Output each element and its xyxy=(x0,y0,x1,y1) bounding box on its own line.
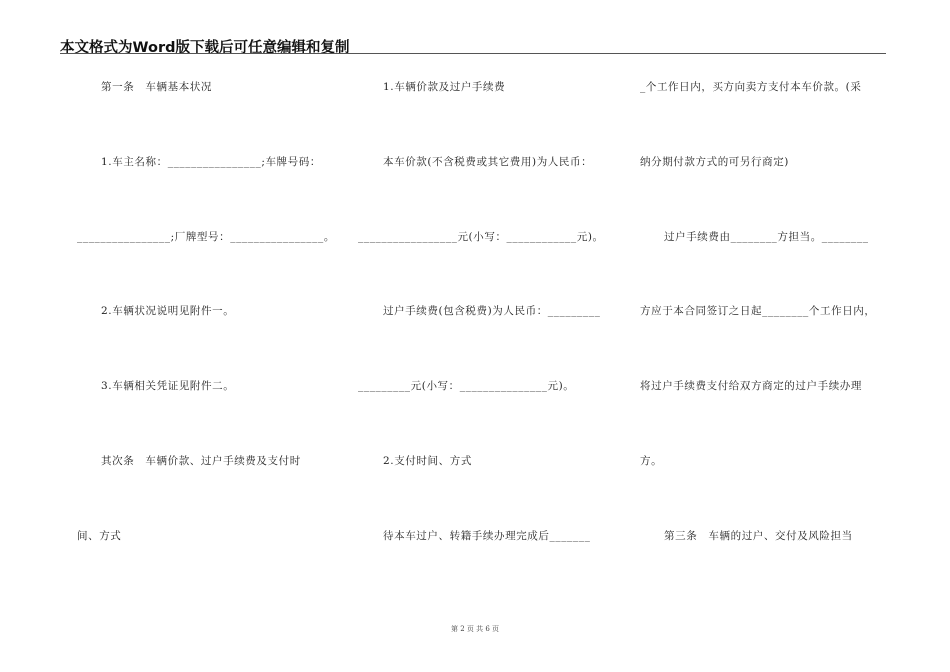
text-line: _________________元(小写：____________元)。 xyxy=(358,231,604,243)
text-line: 将过户手续费支付给双方商定的过户手续办理 xyxy=(640,380,862,392)
text-line: 第三条 车辆的过户、交付及风险担当 xyxy=(664,530,853,542)
text-line: 2.车辆状况说明见附件一。 xyxy=(101,305,235,317)
text-line: 其次条 车辆价款、过户手续费及支付时 xyxy=(101,455,301,467)
text-line: 1.车辆价款及过户手续费 xyxy=(383,81,506,93)
text-line: 本车价款(不含税费或其它费用)为人民币： xyxy=(383,156,593,168)
document-header: 本文格式为Word版下载后可任意编辑和复制 xyxy=(60,40,350,56)
header-rule xyxy=(60,53,886,54)
page-number: 第 2 页 共 6 页 xyxy=(450,625,500,633)
text-line: 3.车辆相关凭证见附件二。 xyxy=(101,380,235,392)
text-line: 第一条 车辆基本状况 xyxy=(101,81,212,93)
text-line: 1.车主名称：________________;车牌号码： xyxy=(101,156,321,168)
text-line: 待本车过户、转籍手续办理完成后_______ xyxy=(383,530,591,542)
text-line: 纳分期付款方式的可另行商定) xyxy=(640,156,789,168)
text-line: ________________;厂牌型号：________________。 xyxy=(77,231,335,243)
text-line: 方。 xyxy=(640,455,663,467)
text-line: 间、方式 xyxy=(77,530,122,542)
text-line: 过户手续费由________方担当。________ xyxy=(664,231,869,243)
text-line: _个工作日内，买方向卖方支付本车价款。(采 xyxy=(640,81,862,93)
text-line: _________元(小写：_______________元)。 xyxy=(358,380,575,392)
text-line: 方应于本合同签订之日起________个工作日内， xyxy=(640,305,876,317)
text-line: 过户手续费(包含税费)为人民币：_________ xyxy=(383,305,601,317)
text-line: 2.支付时间、方式 xyxy=(383,455,472,467)
